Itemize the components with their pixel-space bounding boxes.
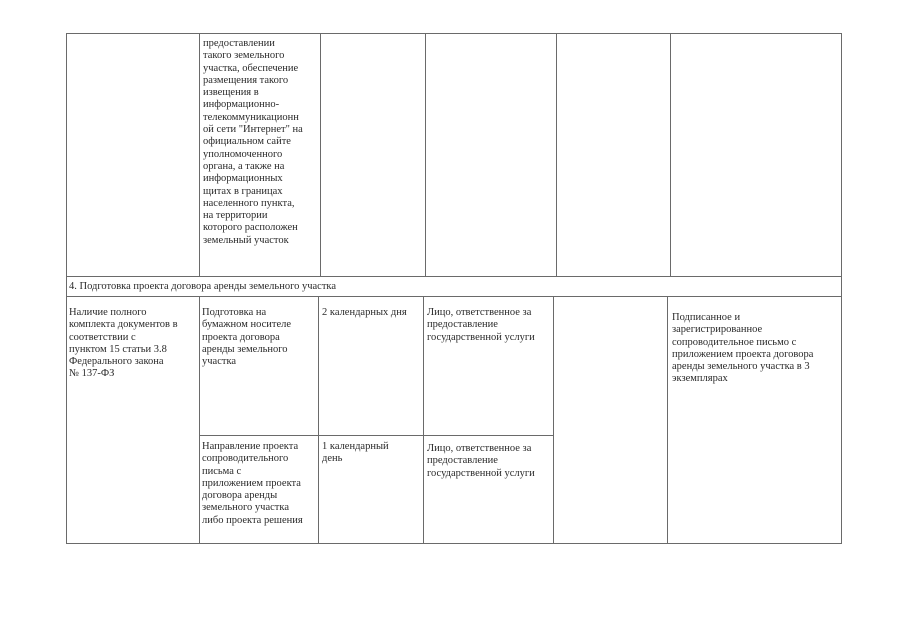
row1-responsible: Лицо, ответственное за предоставление государственной услуги [427, 307, 535, 343]
col-divider [425, 33, 426, 276]
border-right [841, 33, 842, 276]
row2-duration: 1 календарный день [322, 441, 389, 465]
border-right [841, 276, 842, 296]
col-divider [556, 33, 557, 276]
row1-procedure: Подготовка на бумажном носителе проекта договора аренды земельного участка [202, 307, 292, 368]
border-left [66, 296, 67, 543]
col-divider [199, 33, 200, 276]
section-bottom-border [66, 296, 842, 297]
col-divider [670, 33, 671, 276]
section-top-border [66, 276, 842, 277]
col-divider [423, 296, 424, 543]
table-bottom-border [66, 543, 842, 544]
table-top-border [66, 33, 842, 34]
row1-result: Подписанное и зарегистрированное сопроводительное письмо с приложением проекта договора аренды земельного участка в 3 экземплярах [672, 312, 814, 385]
row2-responsible: Лицо, ответственное за предоставление государственной услуги [427, 443, 535, 479]
border-left [66, 33, 67, 276]
border-right [841, 296, 842, 543]
row2-procedure: Направление проекта сопроводительного письма с приложением проекта договора аренды земельного участка либо проекта решения [202, 441, 303, 526]
subrow-divider [200, 435, 553, 436]
cont-row-procedure-text: предоставлении такого земельного участка, обеспечение размещения такого извещения в информационно- телекоммуникационн ой сети "Интернет" на официальном сайте уполномоченного органа, а также на информационных щитах в границах населенного пункта, на территории которого расположен земельный участок [203, 38, 303, 246]
col-divider [667, 296, 668, 543]
section-4-title: 4. Подготовка проекта договора аренды земельного участка [69, 281, 337, 292]
border-left [66, 276, 67, 296]
row1-duration: 2 календарных дня [322, 307, 407, 318]
row1-condition: Наличие полного комплекта документов в соответствии с пунктом 15 статьи 3.8 Федерального закона № 137-ФЗ [69, 307, 178, 380]
